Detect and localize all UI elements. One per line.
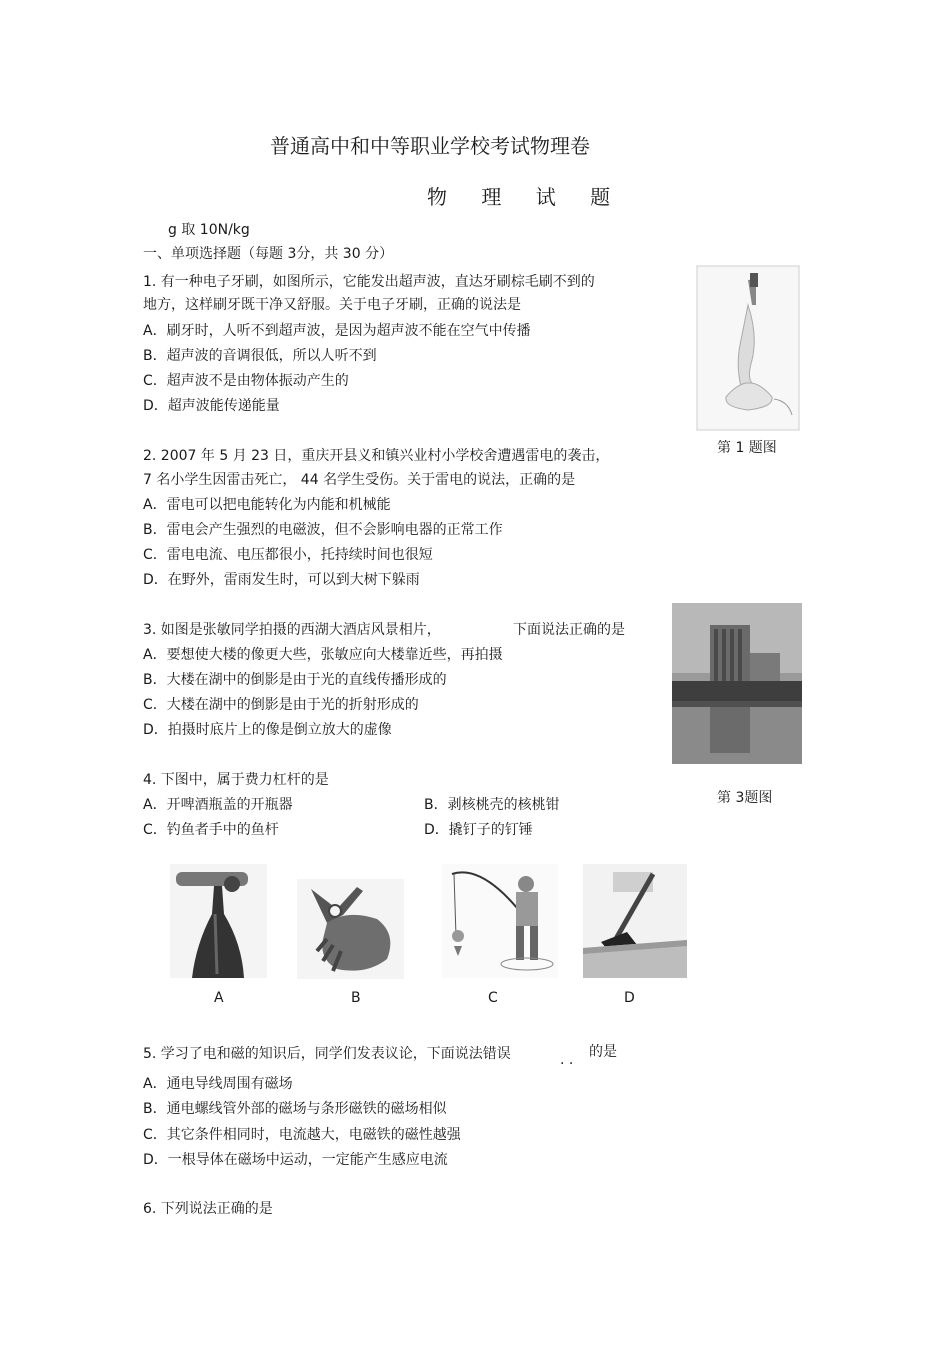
q1-stem-line2: 地方，这样刷牙既干净又舒服。关于电子牙刷，正确的说法是 xyxy=(143,297,521,313)
q2-option-c: C．雷电电流、电压都很小，托持续时间也很短 xyxy=(143,547,433,563)
fisherman-figure xyxy=(442,864,558,978)
q4-option-b: B．剥核桃壳的核桃钳 xyxy=(424,797,560,813)
q5-option-a: A．通电导线周围有磁场 xyxy=(143,1076,293,1092)
q5-stem-end: 的是 xyxy=(589,1044,617,1060)
section-heading: 一、单项选择题（每题 3分，共 30 分） xyxy=(143,246,394,262)
g-note: g 取 10N/kg xyxy=(168,222,250,238)
q1-option-d: D．超声波能传递能量 xyxy=(143,398,280,414)
q5-emphasis-dots: . . xyxy=(560,1052,574,1068)
toothbrush-figure xyxy=(696,265,800,431)
q1-option-a: A．刷牙时，人听不到超声波，是因为超声波不能在空气中传播 xyxy=(143,323,531,339)
fig-label-d: D xyxy=(624,990,635,1006)
q1-option-b: B．超声波的音调很低，所以人听不到 xyxy=(143,348,377,364)
q3-option-c: C．大楼在湖中的倒影是由于光的折射形成的 xyxy=(143,697,419,713)
q1-stem-line1: 1. 有一种电子牙刷，如图所示，它能发出超声波，直达牙刷棕毛刷不到的 xyxy=(143,274,595,290)
fig-label-c: C xyxy=(488,990,498,1006)
hotel-photo-figure xyxy=(672,603,802,764)
q3-option-d: D．拍摄时底片上的像是倒立放大的虚像 xyxy=(143,722,392,738)
q5-option-d: D．一根导体在磁场中运动，一定能产生感应电流 xyxy=(143,1152,448,1168)
q3-figure-caption: 第 3题图 xyxy=(717,790,773,806)
q1-option-c: C．超声波不是由物体振动产生的 xyxy=(143,373,349,389)
q4-option-d: D．撬钉子的钉锤 xyxy=(424,822,533,838)
page-subtitle: 物 理 试 题 xyxy=(427,185,625,209)
q4-option-a: A．开啤酒瓶盖的开瓶器 xyxy=(143,797,293,813)
q2-stem-line2: 7 名小学生因雷击死亡， 44 名学生受伤。关于雷电的说法，正确的是 xyxy=(143,472,576,488)
page-title: 普通高中和中等职业学校考试物理卷 xyxy=(270,134,590,158)
q3-option-b: B．大楼在湖中的倒影是由于光的直线传播形成的 xyxy=(143,672,447,688)
fig-label-b: B xyxy=(351,990,361,1006)
q4-option-c: C．钓鱼者手中的鱼杆 xyxy=(143,822,279,838)
q5-stem: 5. 学习了电和磁的知识后，同学们发表议论，下面说法错误 xyxy=(143,1046,511,1062)
q2-option-b: B．雷电会产生强烈的电磁波，但不会影响电器的正常工作 xyxy=(143,522,503,538)
q2-option-a: A．雷电可以把电能转化为内能和机械能 xyxy=(143,497,391,513)
fig-label-a: A xyxy=(214,990,224,1006)
bottle-opener-figure xyxy=(170,864,267,978)
claw-hammer-figure xyxy=(583,864,687,978)
q3-stem-part2: 下面说法正确的是 xyxy=(513,622,625,638)
q5-option-c: C．其它条件相同时，电流越大，电磁铁的磁性越强 xyxy=(143,1127,461,1143)
q4-stem: 4. 下图中，属于费力杠杆的是 xyxy=(143,772,329,788)
q6-stem: 6. 下列说法正确的是 xyxy=(143,1201,273,1217)
nutcracker-figure xyxy=(297,879,404,979)
q3-stem-part1: 3. 如图是张敏同学拍摄的西湖大酒店风景相片， xyxy=(143,622,441,638)
q1-figure-caption: 第 1 题图 xyxy=(717,440,777,456)
q5-option-b: B．通电螺线管外部的磁场与条形磁铁的磁场相似 xyxy=(143,1101,447,1117)
q3-option-a: A．要想使大楼的像更大些，张敏应向大楼靠近些，再拍摄 xyxy=(143,647,503,663)
q2-option-d: D．在野外，雷雨发生时，可以到大树下躲雨 xyxy=(143,572,420,588)
q2-stem-line1: 2. 2007 年 5 月 23 日，重庆开县义和镇兴业村小学校舍遭遇雷电的袭击， xyxy=(143,448,610,464)
